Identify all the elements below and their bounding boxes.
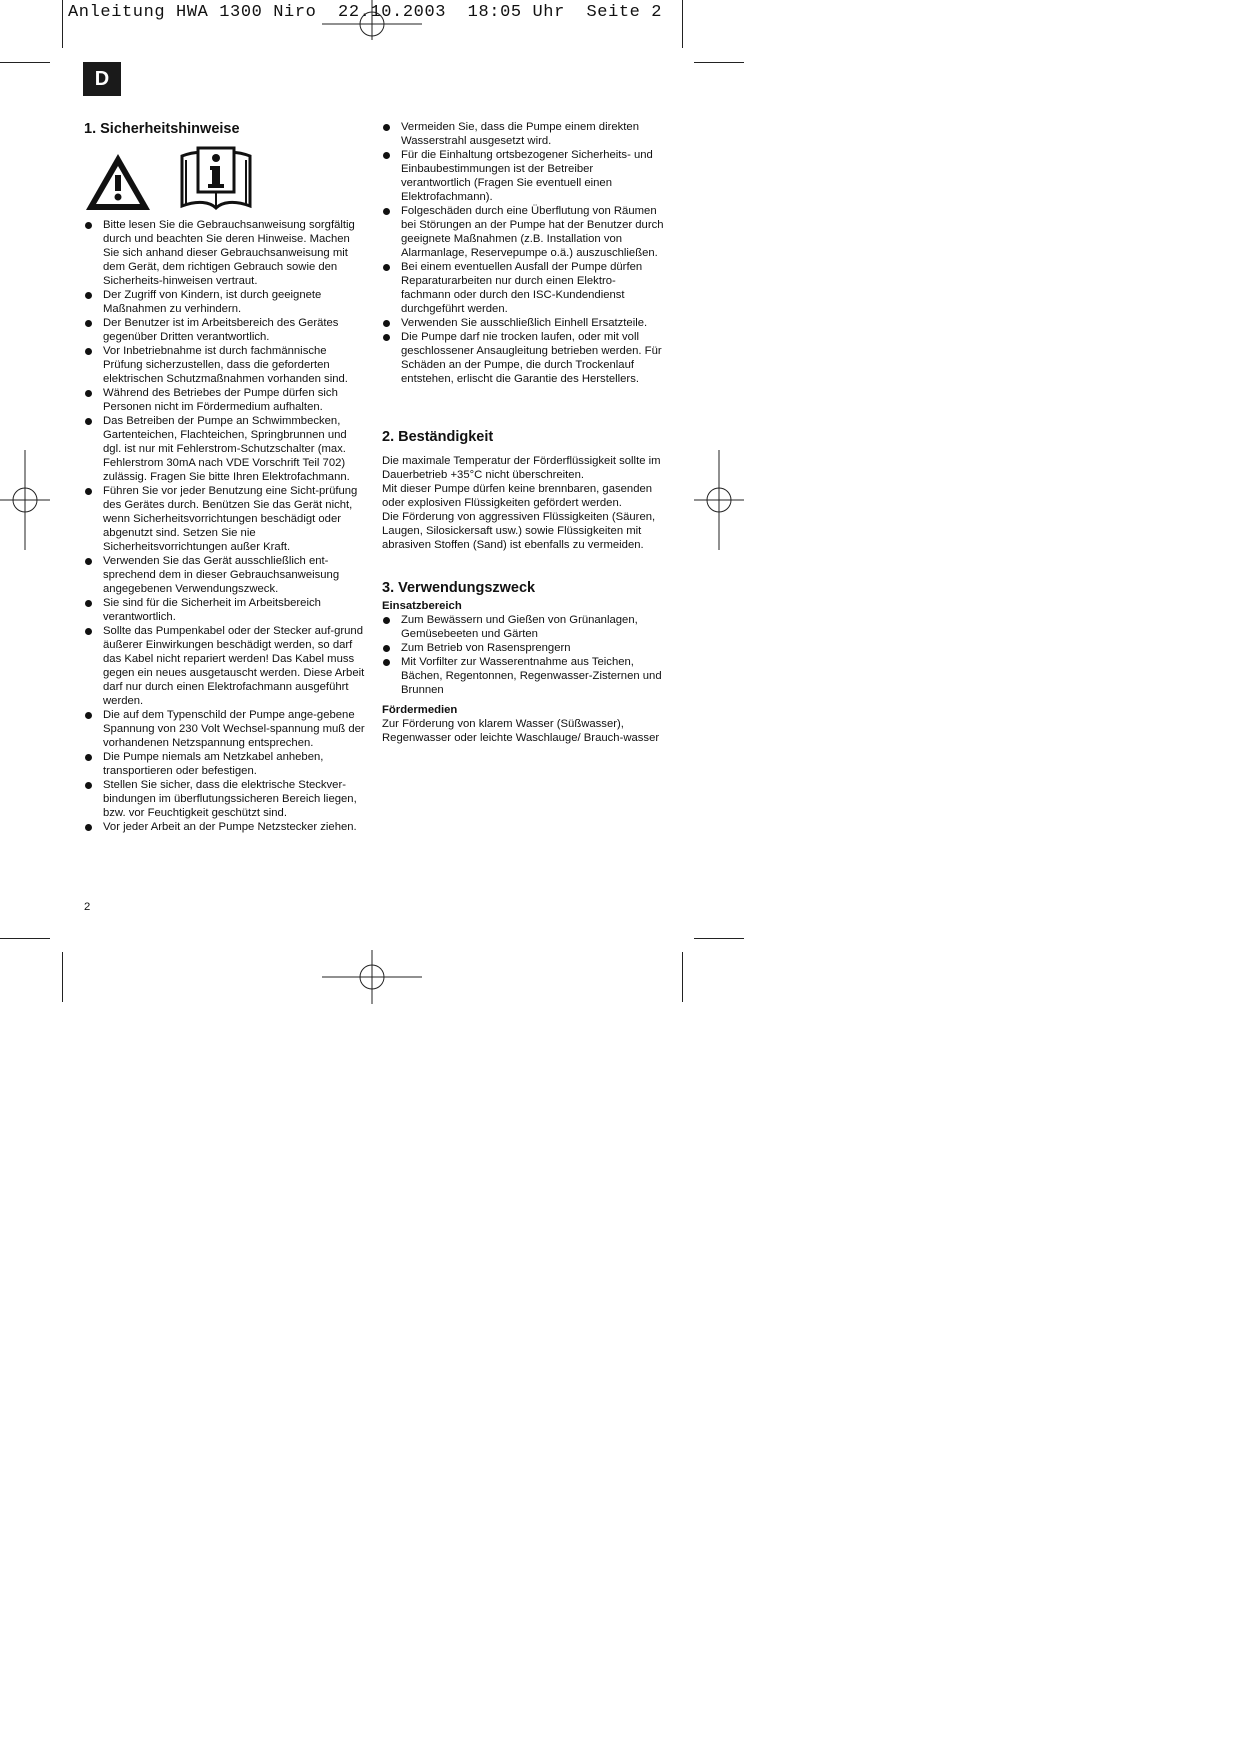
list-item: Bei einem eventuellen Ausfall der Pumpe dürfen Reparaturarbeiten nur durch einen Elektro-fachmann oder durch den ISC-Kundendienst durchgeführt werden. <box>382 260 664 316</box>
crop-mark-top-right-horizontal <box>694 62 744 63</box>
usage-heading: 3. Verwendungszweck <box>382 580 536 596</box>
resistance-paragraph: Die Förderung von aggressiven Flüssigkeiten (Säuren, Laugen, Silosickersaft usw.) sowie Flüssigkeiten mit abrasiven Stoffen (Sand) ist ebenfalls zu vermeiden. <box>382 511 656 551</box>
language-badge: D <box>83 62 121 96</box>
safety-icons <box>84 146 366 212</box>
resistance-paragraph: Die maximale Temperatur der Förderflüssigkeit sollte im Dauerbetrieb +35°C nicht überschreiten. <box>382 455 661 481</box>
list-item: Vermeiden Sie, dass die Pumpe einem direkten Wasserstrahl ausgesetzt wird. <box>382 120 664 148</box>
list-item: Der Benutzer ist im Arbeitsbereich des Gerätes gegenüber Dritten verantwortlich. <box>84 316 366 344</box>
registration-mark-bottom <box>322 950 422 1004</box>
warning-icon <box>84 152 152 212</box>
list-item: Stellen Sie sicher, dass die elektrische Steckver-bindungen im überflutungssicheren Bereich liegen, bzw. vor Feuchtigkeit geschützt sind. <box>84 778 366 820</box>
safety-heading: 1. Sicherheitshinweise <box>84 121 240 137</box>
list-item: Das Betreiben der Pumpe an Schwimmbecken, Gartenteichen, Flachteichen, Springbrunnen und dgl. ist nur mit Fehlerstrom-Schutzschalter (max. Fehlerstrom 30mA nach VDE Vorschrift Teil 702) zulässig. Fragen Sie bitte Ihren Elektrofachmann. <box>84 414 366 484</box>
registration-mark-right <box>694 450 744 550</box>
crop-mark-top-left-horizontal <box>0 62 50 63</box>
list-item: Während des Betriebes der Pumpe dürfen sich Personen nicht im Fördermedium aufhalten. <box>84 386 366 414</box>
list-item: Vor Inbetriebnahme ist durch fachmännische Prüfung sicherzustellen, dass die geforderten elektrischen Schutzmaßnahmen vorhanden sind. <box>84 344 366 386</box>
right-column <box>382 120 664 745</box>
list-item: Führen Sie vor jeder Benutzung eine Sicht-prüfung des Gerätes durch. Benützen Sie das Gerät nicht, wenn Sicherheitsvorrichtungen beschädigt oder abgenutzt sind. Setzen Sie nie Sicherheitsvorrichtungen außer Kraft. <box>84 484 366 554</box>
list-item: Mit Vorfilter zur Wasserentnahme aus Teichen, Bächen, Regentonnen, Regenwasser-Zisternen und Brunnen <box>382 655 664 697</box>
left-column <box>84 120 366 834</box>
crop-mark-top-left-vertical <box>62 0 63 48</box>
list-item: Sollte das Pumpenkabel oder der Stecker auf-grund äußerer Einwirkungen beschädigt werden, so darf das Kabel nicht repariert werden! Das Kabel muss gegen ein neues ausgetauscht werden. Diese Arbeit darf nur durch einen Elektrofachmann ausgeführt werden. <box>84 624 366 708</box>
safety-list-left <box>84 218 366 834</box>
usage-media-heading: Fördermedien <box>382 704 458 716</box>
usage-media-text: Zur Förderung von klarem Wasser (Süßwasser), Regenwasser oder leichte Waschlauge/ Brauch-wasser <box>382 718 660 744</box>
list-item: Die Pumpe niemals am Netzkabel anheben, transportieren oder befestigen. <box>84 750 366 778</box>
list-item: Vor jeder Arbeit an der Pumpe Netzstecker ziehen. <box>84 820 366 834</box>
list-item: Verwenden Sie ausschließlich Einhell Ersatzteile. <box>382 316 664 330</box>
list-item: Die Pumpe darf nie trocken laufen, oder mit voll geschlossener Ansaugleitung betrieben werden. Für Schäden an der Pumpe, die durch Trockenlauf entstehen, erlischt die Garantie des Herstellers. <box>382 330 664 386</box>
crop-mark-bottom-left-vertical <box>62 952 63 1002</box>
list-item: Sie sind für die Sicherheit im Arbeitsbereich verantwortlich. <box>84 596 366 624</box>
registration-mark-top <box>322 0 422 40</box>
list-item: Bitte lesen Sie die Gebrauchsanweisung sorgfältig durch und beachten Sie deren Hinweise. Machen Sie sich anhand dieser Gebrauchsanweisung mit dem Gerät, dem richtigen Gebrauch sowie den Sicherheits-hinweisen vertraut. <box>84 218 366 288</box>
crop-mark-bottom-right-horizontal <box>694 938 744 939</box>
list-item: Zum Bewässern und Gießen von Grünanlagen, Gemüsebeeten und Gärten <box>382 613 664 641</box>
registration-mark-left <box>0 450 50 550</box>
list-item: Der Zugriff von Kindern, ist durch geeignete Maßnahmen zu verhindern. <box>84 288 366 316</box>
crop-mark-top-right-vertical <box>682 0 683 48</box>
list-item: Folgeschäden durch eine Überflutung von Räumen bei Störungen an der Pumpe hat der Benutzer durch geeignete Maßnahmen (z.B. Installation von Alarmanlage, Reservepumpe o.ä.) auszuschließen. <box>382 204 664 260</box>
list-item: Zum Betrieb von Rasensprengern <box>382 641 664 655</box>
list-item: Für die Einhaltung ortsbezogener Sicherheits- und Einbaubestimmungen ist der Betreiber verantwortlich (Fragen Sie eventuell einen Elektrofachmann). <box>382 148 664 204</box>
crop-mark-bottom-left-horizontal <box>0 938 50 939</box>
info-book-icon <box>178 146 254 212</box>
resistance-paragraph: Mit dieser Pumpe dürfen keine brennbaren, gasenden oder explosiven Flüssigkeiten gefördert werden. <box>382 483 653 509</box>
page-number: 2 <box>84 901 91 913</box>
list-item: Die auf dem Typenschild der Pumpe ange-gebene Spannung von 230 Volt Wechsel-spannung muß der vorhandenen Netzspannung entsprechen. <box>84 708 366 750</box>
usage-area-list <box>382 613 664 697</box>
list-item: Verwenden Sie das Gerät ausschließlich ent-sprechend dem in dieser Gebrauchsanweisung angegebenen Verwendungszweck. <box>84 554 366 596</box>
safety-list-right <box>382 120 664 386</box>
print-slug: Anleitung HWA 1300 Niro 22.10.2003 18:05 Uhr Seite 2 <box>68 3 663 22</box>
crop-mark-bottom-right-vertical <box>682 952 683 1002</box>
usage-area-heading: Einsatzbereich <box>382 600 462 612</box>
resistance-heading: 2. Beständigkeit <box>382 429 494 445</box>
